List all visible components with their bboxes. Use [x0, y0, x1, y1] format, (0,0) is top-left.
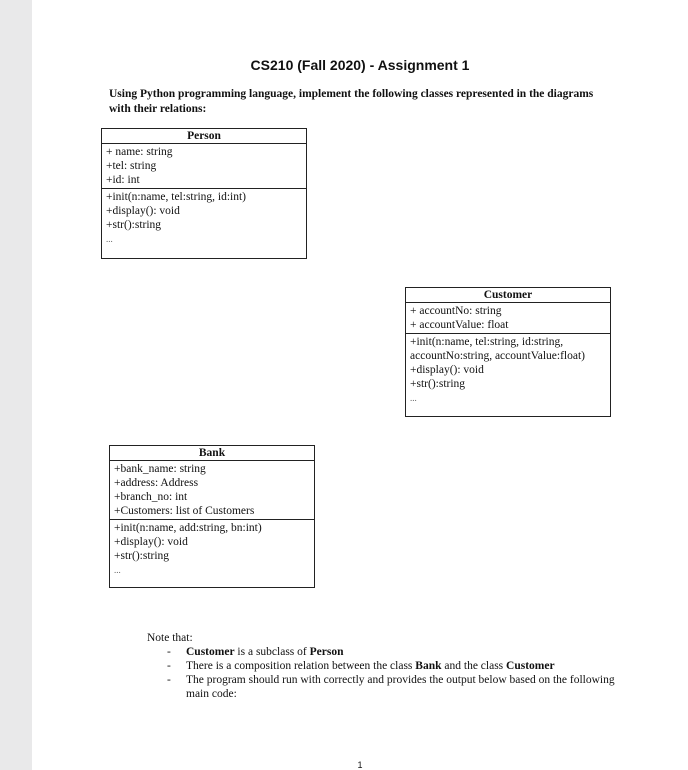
attribute-row: +bank_name: string [114, 463, 206, 475]
note-item [147, 645, 617, 659]
method-row: +str():string [114, 550, 170, 562]
class-methods [102, 189, 306, 247]
note-bold-text: Bank [415, 660, 442, 672]
dash-bullet: - [167, 646, 171, 658]
class-attributes [102, 144, 306, 189]
uml-class-customer [405, 287, 611, 417]
page-number: 1 [357, 760, 363, 770]
method-row: +init(n:name, tel:string, id:string, accountNo:string, accountValue:float) [410, 336, 585, 362]
note-text: The program should run with correctly and provides the output below based on the following main code: [186, 674, 615, 700]
method-row: +str():string [410, 378, 466, 390]
attribute-row: + accountNo: string [410, 305, 502, 317]
note-bold-text: Customer [506, 660, 555, 672]
method-row: +str():string [106, 219, 162, 231]
dash-bullet: - [167, 674, 171, 686]
note-text: There is a composition relation between the class [186, 660, 416, 672]
attribute-row: +tel: string [106, 160, 157, 172]
note-item [147, 673, 617, 701]
instructions-text: Using Python programming language, implement the following classes represented in the diagrams with their relations: [109, 88, 594, 115]
attribute-row: +id: int [106, 174, 140, 186]
note-text: is a subclass of [234, 646, 310, 658]
document-page [32, 0, 688, 770]
ellipsis: ... [114, 565, 121, 575]
uml-class-bank [109, 445, 315, 588]
note-bold-text: Person [309, 646, 344, 658]
method-row: +init(n:name, tel:string, id:int) [106, 191, 246, 203]
class-attributes [406, 303, 610, 334]
class-name: Customer [406, 288, 610, 303]
class-name: Bank [110, 446, 314, 461]
uml-class-person [101, 128, 307, 259]
method-row: +display(): void [106, 205, 180, 217]
class-attributes [110, 461, 314, 520]
class-methods [110, 520, 314, 578]
attribute-row: + accountValue: float [410, 319, 509, 331]
page-title: CS210 (Fall 2020) - Assignment 1 [250, 57, 470, 73]
dash-bullet: - [167, 660, 171, 672]
class-name: Person [102, 129, 306, 144]
method-row: +display(): void [114, 536, 188, 548]
note-text: and the class [441, 660, 507, 672]
ellipsis: ... [106, 234, 113, 244]
method-row: +init(n:name, add:string, bn:int) [114, 522, 262, 534]
notes-section [147, 631, 617, 701]
attribute-row: +branch_no: int [114, 491, 188, 503]
attribute-row: +address: Address [114, 477, 199, 489]
attribute-row: +Customers: list of Customers [114, 505, 255, 517]
notes-heading: Note that: [147, 632, 193, 644]
attribute-row: + name: string [106, 146, 173, 158]
note-bold-text: Customer [186, 646, 235, 658]
method-row: +display(): void [410, 364, 484, 376]
class-methods [406, 334, 610, 406]
ellipsis: ... [410, 393, 417, 403]
notes-list [147, 645, 617, 701]
note-item [147, 659, 617, 673]
